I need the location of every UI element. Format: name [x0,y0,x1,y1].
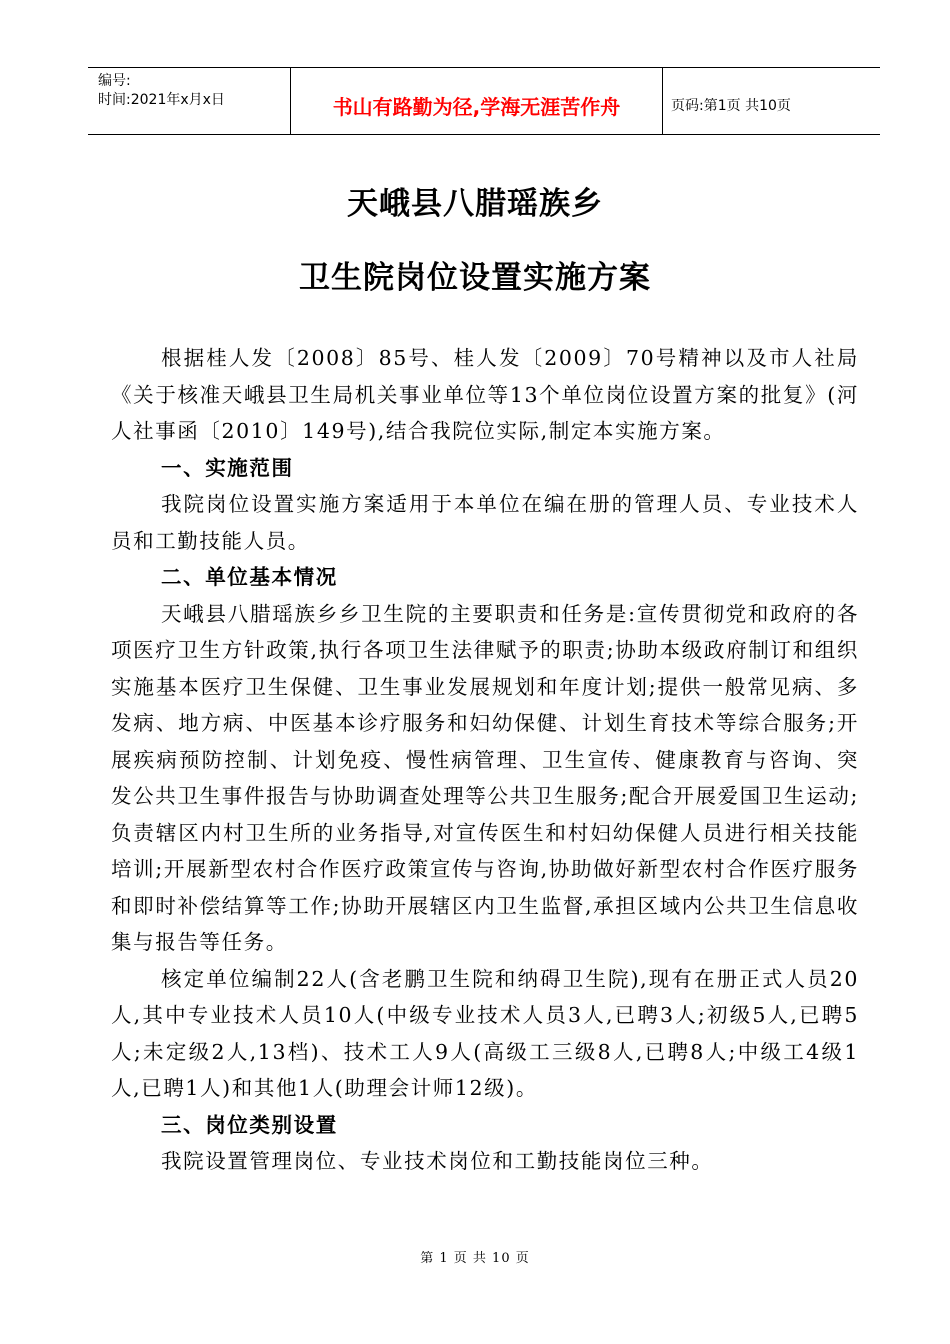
duties-paragraph: 天峨县八腊瑶族乡乡卫生院的主要职责和任务是:宣传贯彻党和政府的各项医疗卫生方针政策,执行各项卫生法律赋予的职责;协助本级政府制订和组织实施基本医疗卫生保健、卫生事业发展规划和年度计划;提供一般常见病、多发病、地方病、中医基本诊疗服务和妇幼保健、计划生育技术等综合服务;开展疾病预防控制、计划免疫、慢性病管理、卫生宣传、健康教育与咨询、突发公共卫生事件报告与协助调查处理等公共卫生服务;配合开展爱国卫生运动;负责辖区内村卫生所的业务指导,对宣传医生和村妇幼保健人员进行相关技能培训;开展新型农村合作医疗政策宣传与咨询,协助做好新型农村合作医疗服务和即时补偿结算等工作;协助开展辖区内卫生监督,承担区域内公共卫生信息收集与报告等任务。 [111,601,859,954]
section-heading-scope: 一、实施范围 [161,455,294,480]
section-heading-basic-info: 二、单位基本情况 [161,565,338,589]
document-header [88,67,880,135]
staffing-paragraph: 核定单位编制22人(含老鹏卫生院和纳碍卫生院),现有在册正式人员20人,其中专业技术人员10人(中级专业技术人员3人,已聘3人;初级5人,已聘5人;未定级2人,13档)、技术工人9人(高级工三级8人,已聘8人;中级工4级1人,已聘1人)和其他1人(助理会计师12级)。 [111,966,859,1100]
intro-paragraph: 根据桂人发〔2008〕85号、桂人发〔2009〕70号精神以及市人社局《关于核准天峨县卫生局机关事业单位等13个单位岗位设置方案的批复》(河人社事函〔2010〕149号),结合我院位实际,制定本实施方案。 [111,346,859,443]
document-body [111,340,859,1180]
header-meta [88,68,291,134]
header-page-number: 页码:第1页 共10页 [671,98,791,114]
document-title-line1: 天峨县八腊瑶族乡 [347,186,603,222]
scope-paragraph: 我院岗位设置实施方案适用于本单位在编在册的管理人员、专业技术人员和工勤技能人员。 [111,492,859,553]
document-number: 编号: [98,73,131,89]
post-categories-paragraph: 我院设置管理岗位、专业技术岗位和工勤技能岗位三种。 [161,1149,714,1173]
page-footer: 第 1 页 共 10 页 [420,1251,530,1266]
section-heading-post-categories: 三、岗位类别设置 [161,1112,338,1137]
document-title-line2: 卫生院岗位设置实施方案 [299,260,651,296]
document-time: 时间:2021年x月x日 [98,92,225,108]
header-motto: 书山有路勤为径,学海无涯苦作舟 [291,68,663,134]
